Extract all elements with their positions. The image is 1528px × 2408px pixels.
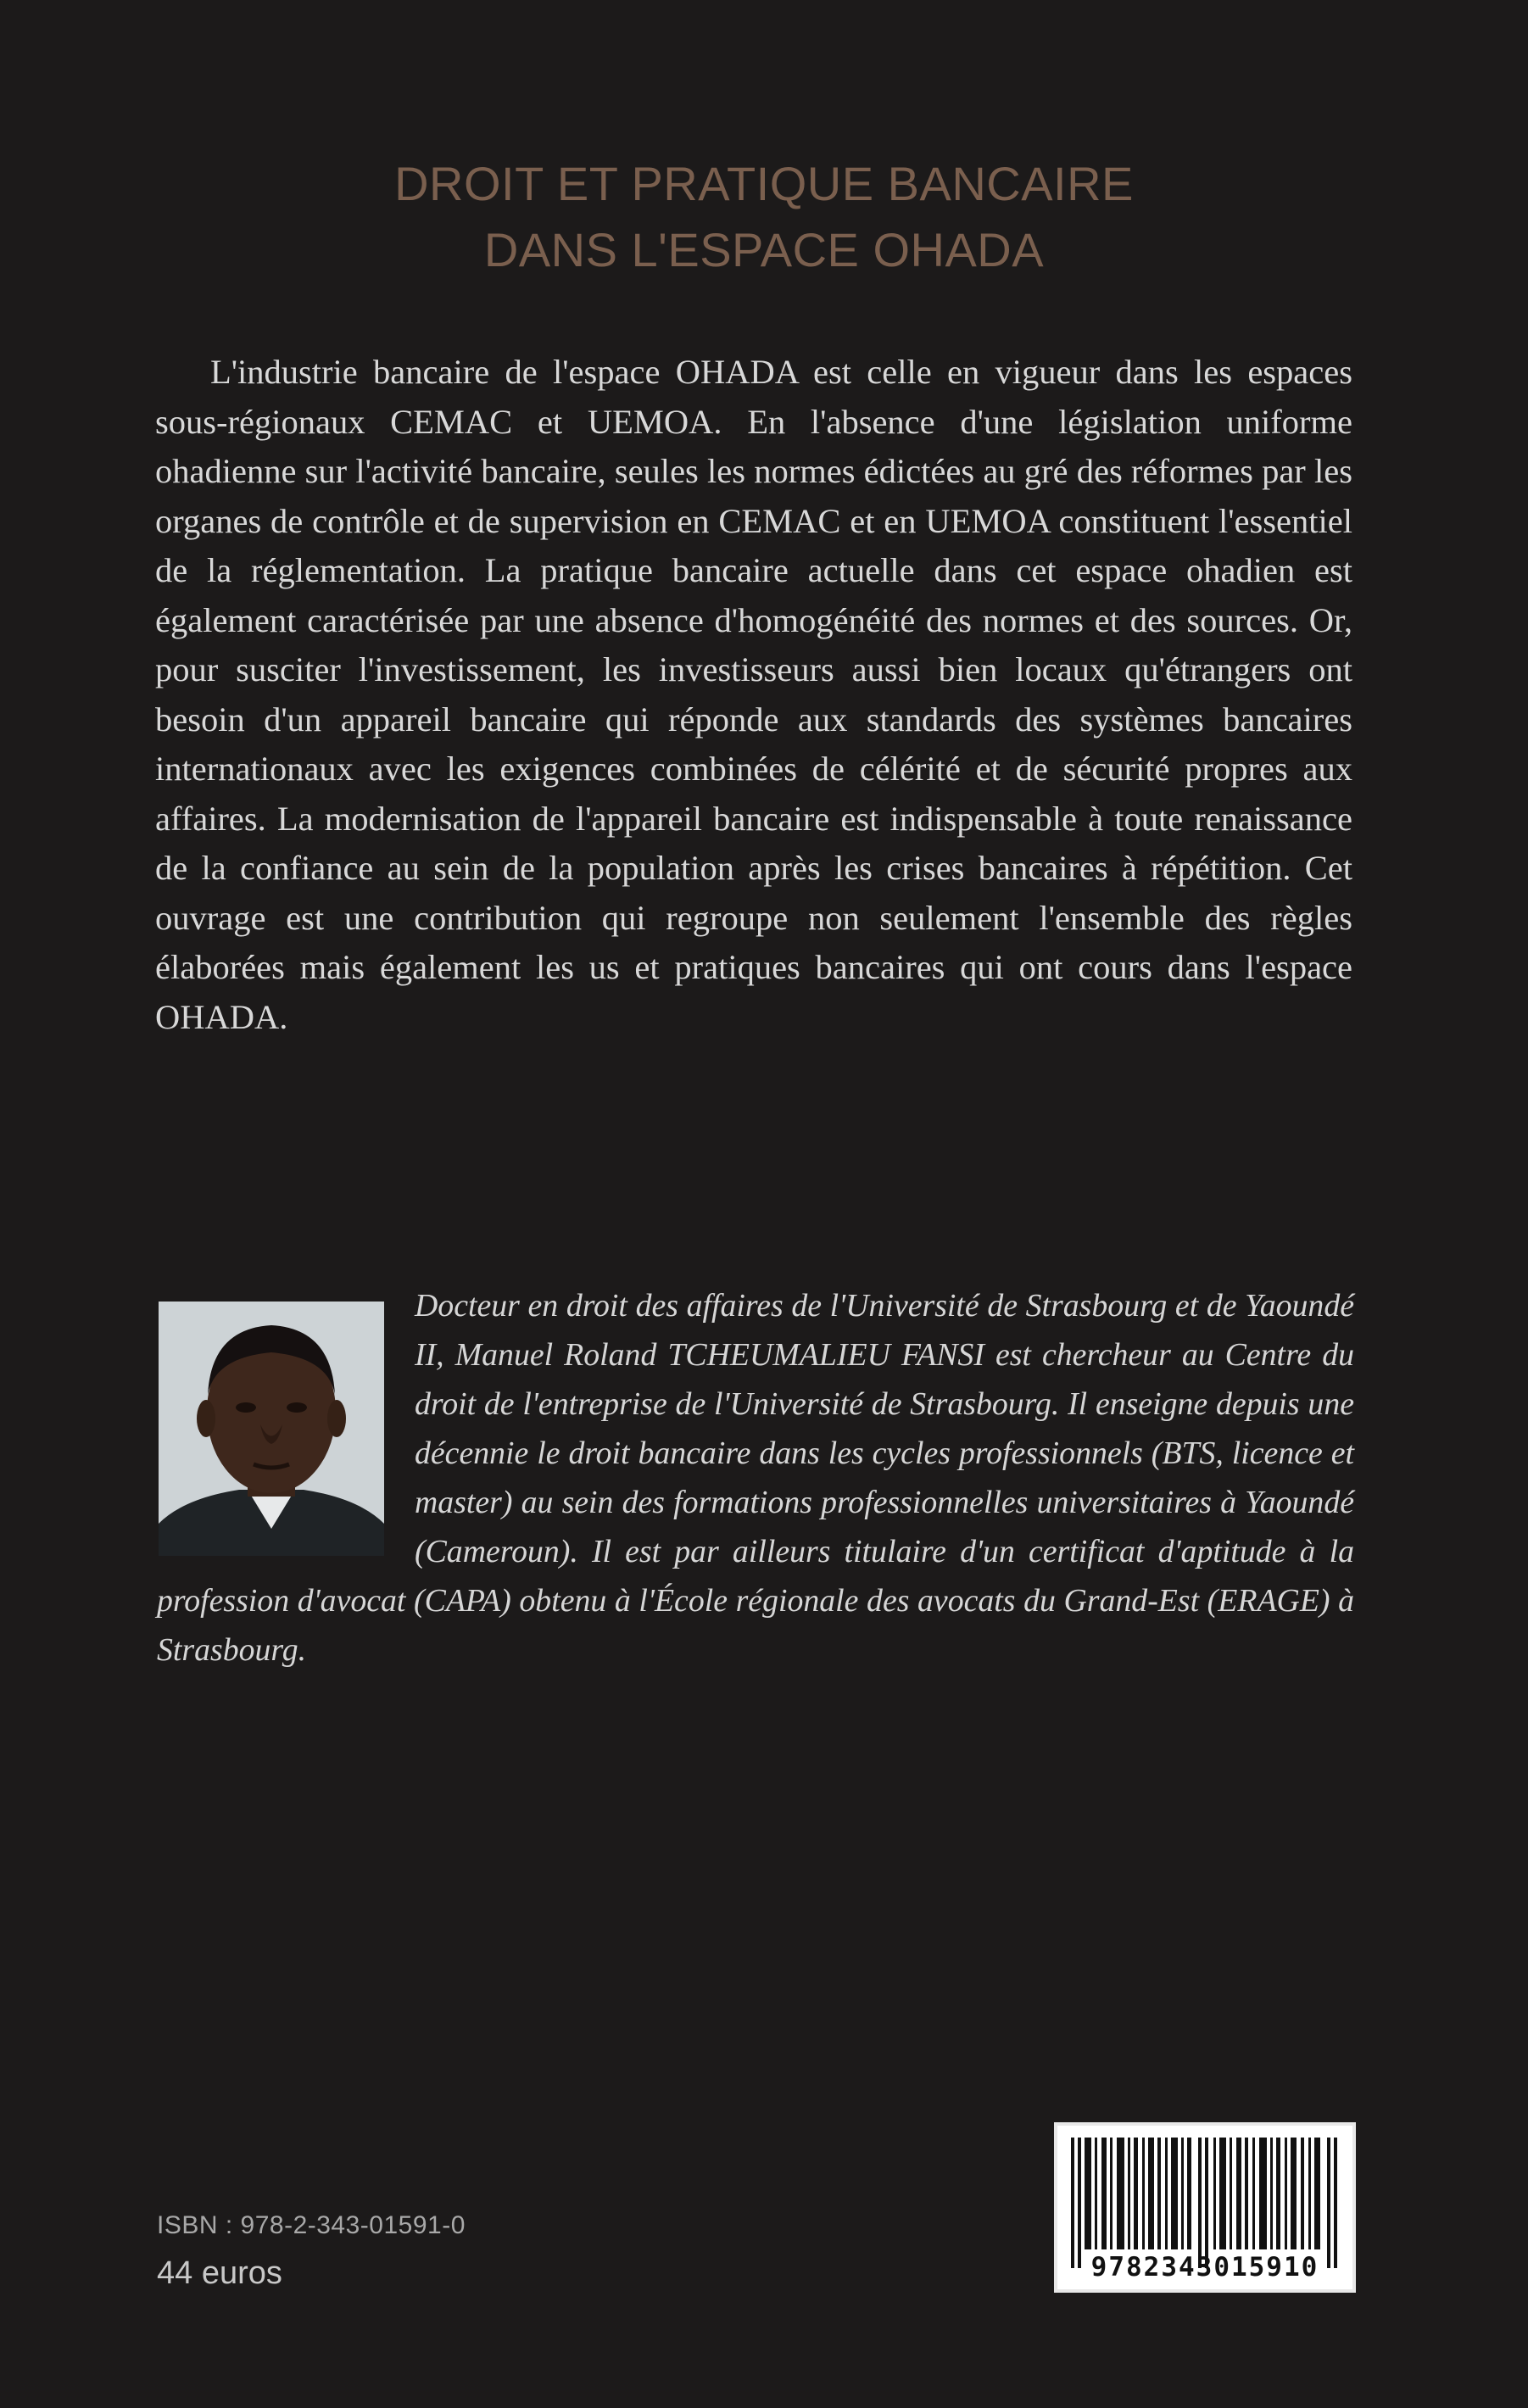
price-label: 44 euros (157, 2255, 282, 2291)
author-photo (159, 1302, 384, 1556)
barcode (1054, 2122, 1356, 2293)
author-bio-text: Docteur en droit des affaires de l'Université de Strasbourg et de Yaoundé II, Manuel Roland TCHEUMALIEU FANSI est chercheur au Centre du droit de l'entreprise de l'Université de Strasbourg. Il enseigne depuis une décennie le droit bancaire dans les cycles professionnels (BTS, licence et master) au sein des formations professionnelles universitaires à Yaoundé (Cameroun). Il est par ailleurs titulaire d'un certificat d'aptitude à la profession d'avocat (CAPA) obtenu à l'École régionale des avocats du Grand-Est (ERAGE) à Strasbourg. (157, 1288, 1354, 1668)
book-summary: L'industrie bancaire de l'espace OHADA est celle en vigueur dans les espaces sous-régionaux CEMAC et UEMOA. En l'absence d'une législation uniforme ohadienne sur l'activité bancaire, seules les normes édictées au gré des réformes par les organes de contrôle et de supervision en CEMAC et en UEMOA constituent l'essentiel de la réglementation. La pratique bancaire actuelle dans cet espace ohadien est également caractérisée par une absence d'homogénéité des normes et des sources. Or, pour susciter l'investissement, les investisseurs aussi bien locaux qu'étrangers ont besoin d'un appareil bancaire qui réponde aux standards des systèmes bancaires internationaux avec les exigences combinées de célérité et de sécurité propres aux affaires. La modernisation de l'appareil bancaire est indispensable à toute renaissance de la confiance au sein de la population après les crises bancaires à répétition. Cet ouvrage est une contribution qui regroupe non seulement l'ensemble des règles élaborées mais également les us et pratiques bancaires qui ont cours dans l'espace OHADA. (155, 353, 1352, 1036)
book-title-line-2: DANS L'ESPACE OHADA (483, 223, 1045, 276)
isbn-label: ISBN : 978-2-343-01591-0 (157, 2211, 466, 2239)
book-title-line-1: DROIT ET PRATIQUE BANCAIRE (394, 157, 1134, 210)
barcode-digits: 9782343015910 (1090, 2252, 1319, 2283)
author-portrait-icon (159, 1302, 384, 1556)
book-title (170, 151, 1358, 283)
